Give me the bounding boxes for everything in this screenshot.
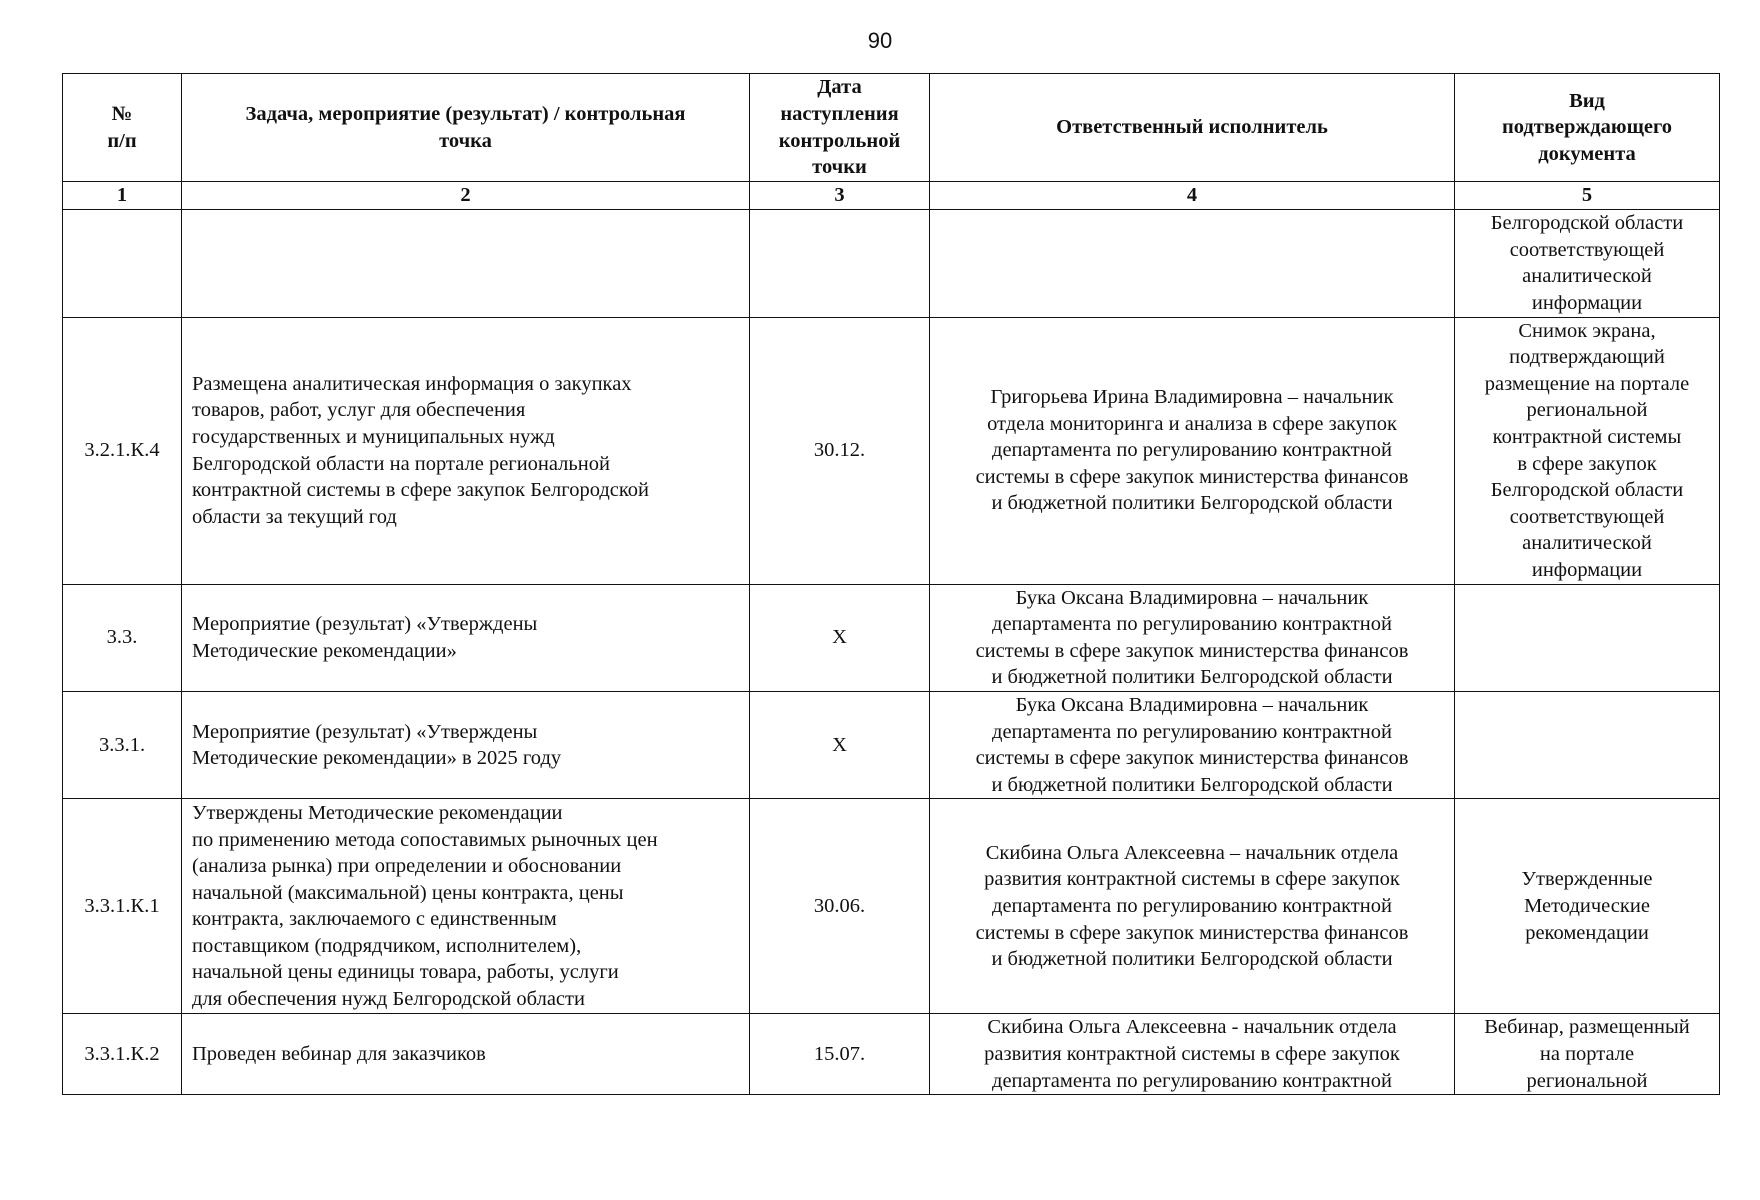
row-executor: Григорьева Ирина Владимировна – начальник отдела мониторинга и анализа в сфере закупок департамента по регулированию контрактной системы в сфере закупок министерства финансов и бюджетной политики Белгородской области	[930, 317, 1455, 584]
row-task: Проведен вебинар для заказчиков	[182, 1014, 750, 1095]
row-executor: Скибина Ольга Алексеевна - начальник отдела развития контрактной системы в сфере закупок департамента по регулированию контрактной	[930, 1014, 1455, 1095]
row-date: 30.06.	[750, 799, 930, 1014]
row-number: 3.3.1.	[63, 691, 182, 798]
page-number: 90	[867, 28, 893, 53]
row-task: Утверждены Методические рекомендации по применению метода сопоставимых рыночных цен (анализа рынка) при определении и обосновании начальной (максимальной) цены контракта, цены контракта, заключаемого с единственным поставщиком (подрядчиком, исполнителем), начальной цены единицы товара, работы, услуги для обеспечения нужд Белгородской области	[182, 799, 750, 1014]
row-number: 3.3.	[63, 584, 182, 691]
table-row	[63, 799, 1720, 1014]
row-document	[1455, 584, 1720, 691]
column-number: 2	[182, 182, 750, 210]
table-row	[63, 317, 1720, 584]
table-row	[63, 691, 1720, 798]
row-date: X	[750, 691, 930, 798]
row-document: Вебинар, размещенный на портале региональной	[1455, 1014, 1720, 1095]
control-points-table	[62, 73, 1720, 1095]
row-executor: Бука Оксана Владимировна – начальник департамента по регулированию контрактной системы в сфере закупок министерства финансов и бюджетной политики Белгородской области	[930, 584, 1455, 691]
row-task	[182, 209, 750, 317]
row-number: 3.2.1.К.4	[63, 317, 182, 584]
row-document: Белгородской области соответствующей аналитической информации	[1455, 209, 1720, 317]
row-document: Утвержденные Методические рекомендации	[1455, 799, 1720, 1014]
row-date: 15.07.	[750, 1014, 930, 1095]
table-header-row	[63, 74, 1720, 182]
column-number: 3	[750, 182, 930, 210]
row-executor: Бука Оксана Владимировна – начальник департамента по регулированию контрактной системы в сфере закупок министерства финансов и бюджетной политики Белгородской области	[930, 691, 1455, 798]
table-row	[63, 1014, 1720, 1095]
header-date: Дата наступления контрольной точки	[750, 74, 930, 182]
row-date	[750, 209, 930, 317]
table-row	[63, 584, 1720, 691]
row-number: 3.3.1.К.2	[63, 1014, 182, 1095]
row-task: Мероприятие (результат) «Утверждены Методические рекомендации» в 2025 году	[182, 691, 750, 798]
column-number-row	[63, 182, 1720, 210]
row-task: Мероприятие (результат) «Утверждены Методические рекомендации»	[182, 584, 750, 691]
header-task: Задача, мероприятие (результат) / контрольная точка	[182, 74, 750, 182]
column-number: 5	[1455, 182, 1720, 210]
row-date: X	[750, 584, 930, 691]
row-executor	[930, 209, 1455, 317]
table-row	[63, 209, 1720, 317]
row-number	[63, 209, 182, 317]
header-document: Вид подтверждающего документа	[1455, 74, 1720, 182]
column-number: 4	[930, 182, 1455, 210]
row-executor: Скибина Ольга Алексеевна – начальник отдела развития контрактной системы в сфере закупок департамента по регулированию контрактной системы в сфере закупок министерства финансов и бюджетной политики Белгородской области	[930, 799, 1455, 1014]
row-document	[1455, 691, 1720, 798]
row-date: 30.12.	[750, 317, 930, 584]
header-number: № п/п	[63, 74, 182, 182]
row-document: Снимок экрана, подтверждающий размещение на портале региональной контрактной системы в сфере закупок Белгородской области соответствующей аналитической информации	[1455, 317, 1720, 584]
header-executor: Ответственный исполнитель	[930, 74, 1455, 182]
column-number: 1	[63, 182, 182, 210]
row-task: Размещена аналитическая информация о закупках товаров, работ, услуг для обеспечения государственных и муниципальных нужд Белгородской области на портале региональной контрактной системы в сфере закупок Белгородской области за текущий год	[182, 317, 750, 584]
row-number: 3.3.1.К.1	[63, 799, 182, 1014]
